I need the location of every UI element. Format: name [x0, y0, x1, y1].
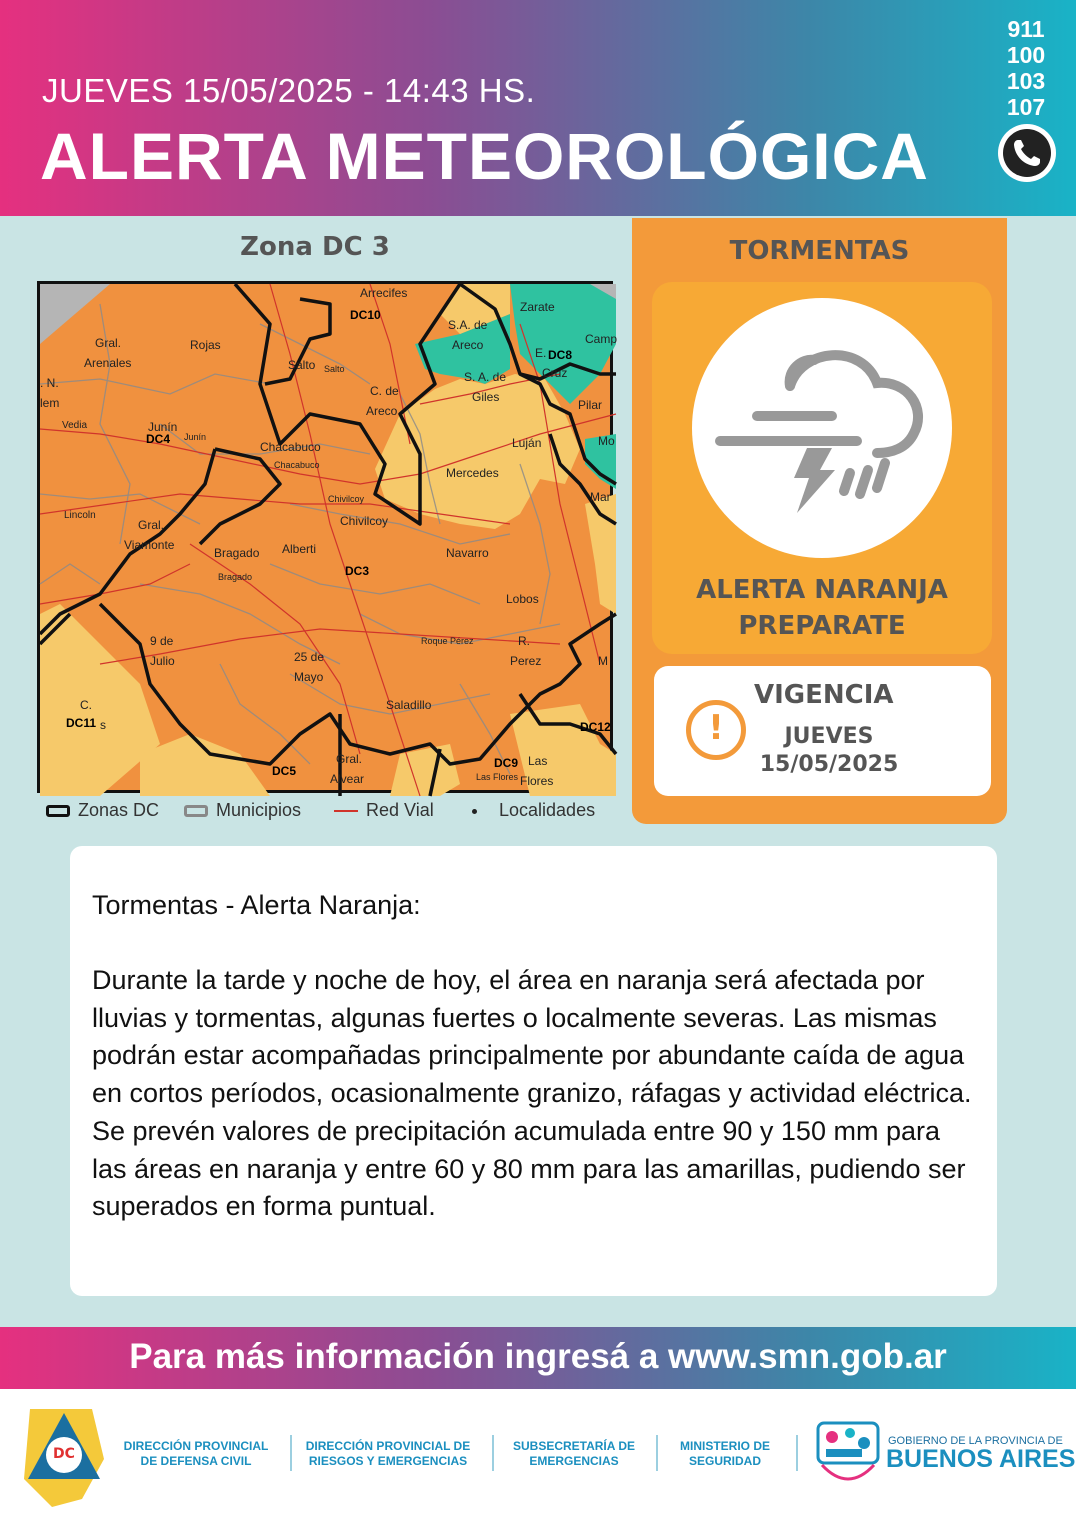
map-locality-label: Chivilcoy — [340, 514, 389, 528]
alert-level-action: PREPARATE — [738, 611, 906, 641]
org-ministerio: MINISTERIO DE SEGURIDAD — [679, 1439, 770, 1468]
description-paragraph: Durante la tarde y noche de hoy, el área en naranja será afectada por lluvias y tormentas, algunas fuertes o localmente severas. Las mismas podrán estar acompañadas principalmente por abundante caída de agua en cortos períodos, ocasionalmente granizo, ráfagas y actividad eléctrica. — [92, 965, 972, 1109]
alert-panel — [632, 218, 1007, 824]
map-locality-label: . N. — [40, 376, 59, 390]
map-locality-label: Pilar — [578, 398, 603, 412]
map-locality-label: Lobos — [506, 592, 539, 606]
map-locality-label: Navarro — [446, 546, 489, 560]
map-locality-label: M — [598, 654, 608, 668]
separator — [796, 1435, 798, 1471]
municipio-border-swatch — [184, 805, 208, 817]
map-zone-label: DC3 — [345, 564, 370, 578]
zone-border-swatch — [46, 805, 70, 817]
validity-title: VIGENCIA — [754, 680, 894, 710]
map-locality-label: Saladillo — [386, 698, 432, 712]
legend-municipios: Municipios — [184, 800, 301, 821]
footer-logos — [0, 1389, 1076, 1522]
map-zone-label: DC5 — [272, 764, 297, 778]
alert-map[interactable] — [37, 281, 618, 793]
map-legend — [46, 800, 616, 824]
map-locality-label: S. A. de — [464, 370, 507, 384]
alert-title: ALERTA METEOROLÓGICA — [40, 119, 929, 193]
map-locality-label: Arenales — [84, 356, 132, 370]
thunderstorm-icon — [692, 298, 952, 558]
description-body — [92, 962, 977, 1226]
dc-logo-text: DC — [53, 1446, 75, 1462]
description-heading: Tormentas - Alerta Naranja: — [92, 890, 421, 920]
map-locality-label: Bragado — [218, 572, 253, 582]
validity-day: JUEVES — [784, 724, 874, 749]
map-locality-label: Gral. — [336, 752, 363, 766]
map-locality-label: Junín — [184, 432, 207, 442]
gov-caption: GOBIERNO DE LA PROVINCIA DE — [888, 1435, 1063, 1447]
map-locality-label: Alvear — [330, 772, 365, 786]
alert-date: JUEVES 15/05/2025 - 14:43 HS. — [42, 72, 536, 109]
separator — [290, 1435, 292, 1471]
map-area-grey — [40, 284, 110, 344]
map-locality-label: Areco — [452, 338, 484, 352]
map-locality-label: Mayo — [294, 670, 324, 684]
map-locality-label: Flores — [520, 774, 554, 788]
info-banner — [0, 1327, 1076, 1389]
map-locality-label: Lincoln — [64, 510, 96, 521]
map-locality-label: Gral. — [95, 336, 122, 350]
description-paragraph: Se prevén valores de precipitación acumulada entre 90 y 150 mm para las áreas en naranja y entre 60 y 80 mm para las amarillas, pudiendo ser superados en forma puntual. — [92, 1115, 966, 1222]
legend-red-vial: Red Vial — [334, 800, 434, 821]
phone-number[interactable]: 100 — [1006, 42, 1046, 68]
phone-icon — [998, 124, 1056, 182]
validity-card — [654, 666, 991, 796]
map-locality-label: R. — [518, 634, 530, 648]
map-locality-label: Chacabuco — [274, 460, 320, 470]
map-zone-label: DC8 — [548, 348, 573, 362]
map-locality-label: Chivilcoy — [328, 494, 365, 504]
map-locality-label: Roque Pérez — [421, 636, 474, 646]
map-locality-label: Salto — [324, 364, 345, 374]
map-locality-label: Mercedes — [446, 466, 499, 480]
map-locality-label: Julio — [150, 654, 175, 668]
map-locality-label: Rojas — [190, 338, 221, 352]
map-locality-label: lem — [40, 396, 60, 410]
legend-localidades: Localidades — [472, 800, 595, 821]
map-locality-label: Perez — [510, 654, 542, 668]
map-locality-label: C. de — [370, 384, 399, 398]
map-locality-label: Giles — [472, 390, 500, 404]
road-line-swatch — [334, 810, 358, 812]
info-link[interactable]: Para más información ingresá a www.smn.gob.ar — [129, 1337, 947, 1376]
map-locality-label: 25 de — [294, 650, 325, 664]
map-locality-label: Junín — [148, 420, 178, 434]
alert-level-name: ALERTA NARANJA — [696, 575, 948, 605]
map-locality-label: Bragado — [214, 546, 260, 560]
map-locality-label: Arrecifes — [360, 286, 408, 300]
map-locality-label: Mo — [598, 434, 615, 448]
map-locality-label: Vedia — [62, 420, 88, 431]
validity-date: 15/05/2025 — [759, 752, 899, 777]
map-locality-label: Zarate — [520, 300, 555, 314]
map-locality-label: 9 de — [150, 634, 174, 648]
map-locality-label: s — [100, 718, 106, 732]
locality-dot-icon — [472, 809, 477, 814]
map-locality-label: Salto — [288, 358, 316, 372]
emergency-phones — [1000, 16, 1052, 120]
map-locality-label: Viamonte — [124, 538, 175, 552]
map-locality-label: Chacabuco — [260, 440, 321, 454]
map-locality-label: Gral. — [138, 518, 165, 532]
map-locality-label: Camp — [585, 332, 618, 346]
map-locality-label: Las Flores — [476, 772, 519, 782]
separator — [492, 1435, 494, 1471]
phenomenon-title: TORMENTAS — [729, 236, 910, 266]
org-riesgos: DIRECCIÓN PROVINCIAL DE RIESGOS Y EMERGENCIAS — [305, 1439, 471, 1468]
phone-number[interactable]: 911 — [1007, 16, 1045, 42]
map-zone-label: DC10 — [350, 308, 381, 322]
phone-number[interactable]: 103 — [1006, 68, 1046, 94]
zone-title: Zona DC 3 — [240, 232, 390, 262]
warning-icon: ! — [686, 700, 746, 760]
map-locality-label: Cruz — [542, 366, 568, 380]
map-locality-label: S.A. de — [448, 318, 488, 332]
gov-name: BUENOS AIRES — [886, 1445, 1076, 1473]
map-locality-label: Luján — [512, 436, 542, 450]
org-subsecretaria: SUBSECRETARÍA DE EMERGENCIAS — [512, 1439, 635, 1468]
org-defensa-civil: DIRECCIÓN PROVINCIAL DE DEFENSA CIVIL — [123, 1439, 269, 1468]
map-zone-label: DC4 — [146, 432, 171, 446]
map-locality-label: Alberti — [282, 542, 317, 556]
map-locality-label: Las — [528, 754, 548, 768]
map-locality-label: C. — [80, 698, 92, 712]
phone-number[interactable]: 107 — [1006, 94, 1046, 120]
legend-zonas: Zonas DC — [46, 800, 159, 821]
buenos-aires-logo — [812, 1403, 884, 1493]
map-zone-label: DC12 — [580, 720, 611, 734]
defensa-civil-logo — [22, 1399, 106, 1509]
separator — [656, 1435, 658, 1471]
alert-level — [652, 572, 992, 644]
map-zone-label: DC11 — [66, 716, 97, 730]
map-zone-label: DC9 — [494, 756, 519, 770]
map-locality-label: E. — [535, 346, 547, 360]
header-banner — [0, 0, 1076, 216]
alert-description — [70, 846, 997, 1296]
map-locality-label: Areco — [366, 404, 398, 418]
map-locality-label: Mar — [590, 490, 611, 504]
